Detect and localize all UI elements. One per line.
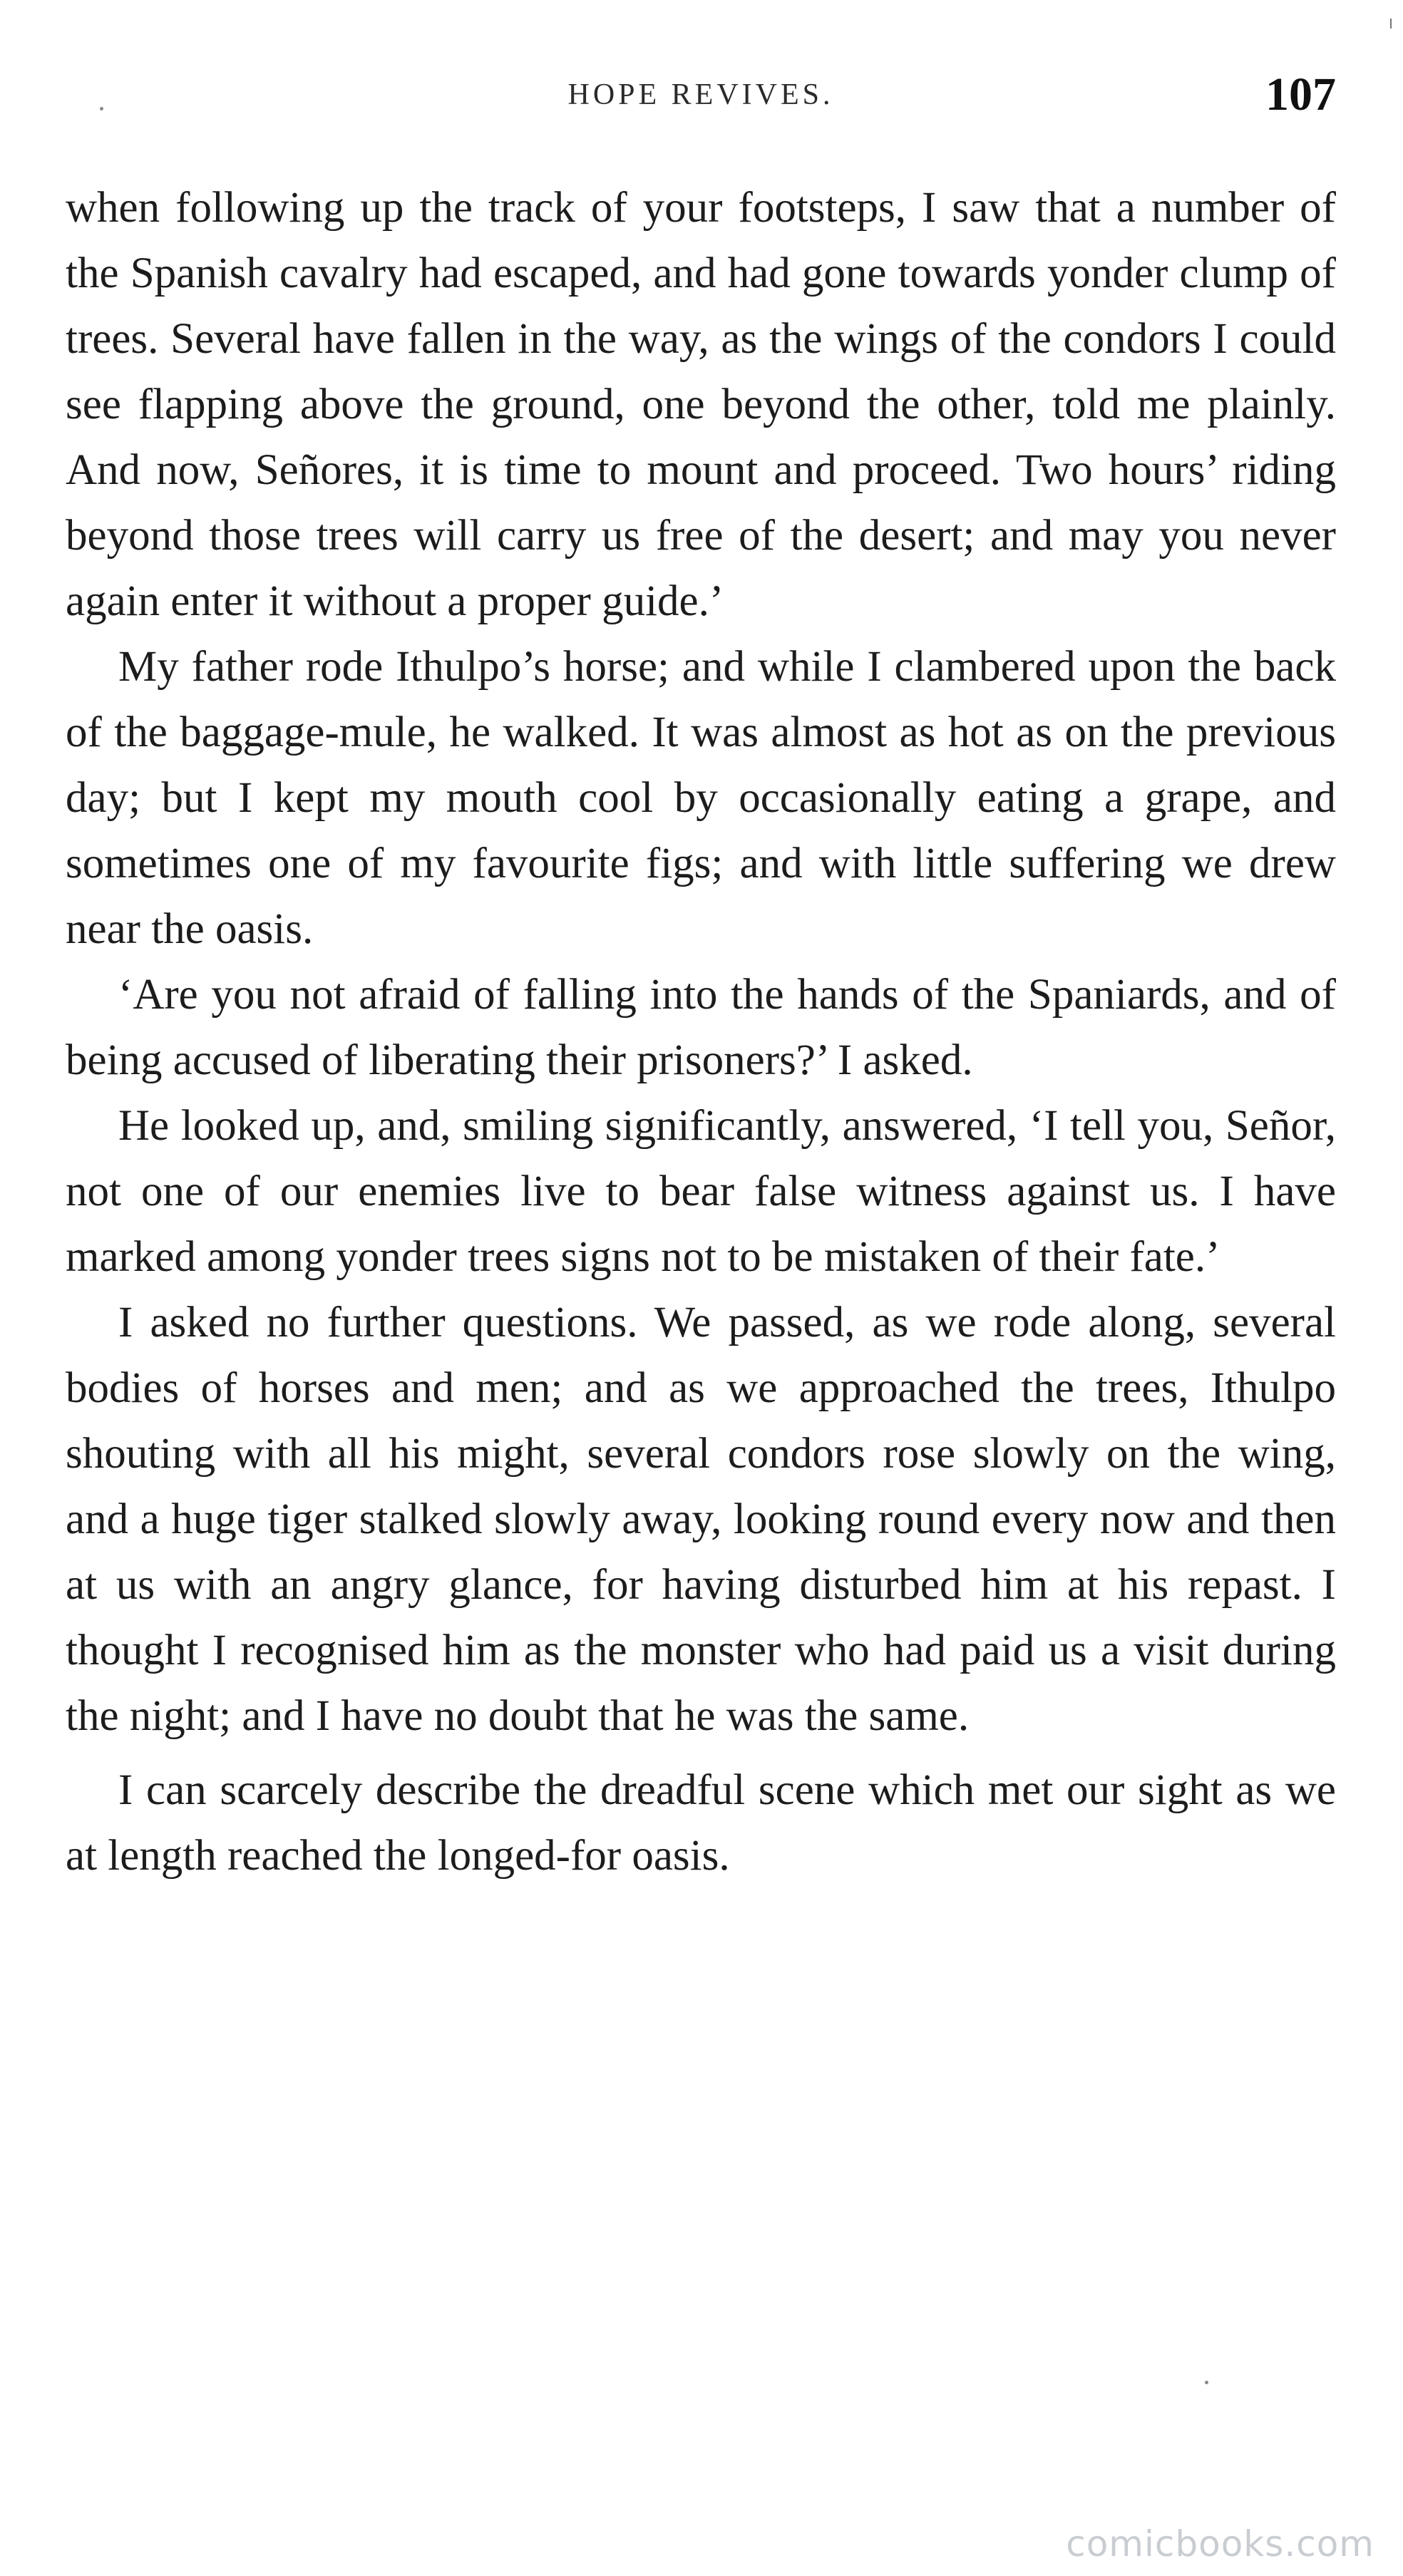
paragraph: I can scarcely describe the dreadful scene which met our sight as we at length reached the longed-for oasis. — [66, 1766, 1336, 1880]
running-title: HOPE REVIVES. — [567, 78, 834, 111]
paragraph: ‘Are you not afraid of falling into the hands of the Spaniards, and of being accused of liberating their prisoners?’ I asked. — [66, 971, 1336, 1084]
edge-mark — [1390, 19, 1392, 29]
paragraph-continuation: when following up the track of your footsteps, I saw that a number of the Spanish cavalry had escaped, and had gone towards yonder clump of trees. Several have fallen in the way, as the wings of the condors I could see flapping above the ground, one beyond the other, told me plainly. And now, Señores, it is time to mount and proceed. Two hours’ riding beyond those trees will carry us free of the desert; and may you never again enter it without a proper guide.’ — [66, 184, 1336, 625]
page-number: 107 — [1265, 68, 1336, 120]
body-text — [66, 175, 1336, 1889]
paragraph: My father rode Ithulpo’s horse; and while I clambered upon the back of the baggage-mule, he walked. It was almost as hot as on the previous day; but I kept my mouth cool by occasionally eating a grape, and sometimes one of my favourite figs; and with little suffering we drew near the oasis. — [66, 643, 1336, 953]
paragraph: He looked up, and, smiling significantly, answered, ‘I tell you, Señor, not one of our enemies live to bear false witness against us. I have marked among yonder trees signs not to be mistaken of their fate.’ — [66, 1102, 1336, 1281]
speck-mark — [1205, 2381, 1208, 2384]
watermark: comicbooks.com — [1066, 2523, 1374, 2565]
page-header — [66, 68, 1336, 125]
paragraph: I asked no further questions. We passed, as we rode along, several bodies of horses and men; and as we approached the trees, Ithulpo shouting with all his might, several condors rose slowly on the wing, and a huge tiger stalked slowly away, looking round every now and then at us with an angry glance, for having disturbed him at his repast. I thought I recognised him as the monster who had paid us a visit during the night; and I have no doubt that he was the same. — [66, 1299, 1336, 1740]
